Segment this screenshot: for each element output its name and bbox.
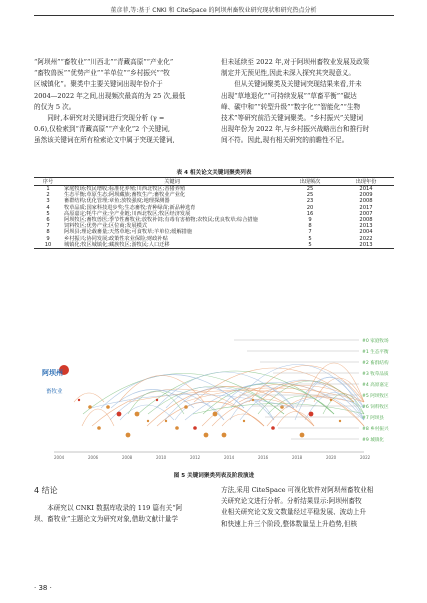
row-index-cell: 9 bbox=[46, 235, 50, 242]
left-line-2: “畜牧兽医”“优势产业”“羊单位”“乡村振兴”“牧 bbox=[34, 69, 170, 78]
keyword-node bbox=[271, 426, 275, 430]
cluster-label: #9 城镇化 bbox=[362, 438, 385, 443]
left-column bbox=[34, 57, 208, 147]
keyword-cluster-table bbox=[34, 177, 394, 249]
keyword-node bbox=[330, 399, 332, 401]
cluster-label: #8 乡村振兴 bbox=[362, 427, 389, 432]
cluster-label: #6 饲料牧区 bbox=[362, 405, 389, 410]
conclusion-left-line-1: 本研究以 CNKI 数据库收录的 119 篇有关“阿 bbox=[47, 504, 183, 512]
axis-year-label: 2018 bbox=[292, 455, 303, 460]
frequency-cell: 20 bbox=[306, 204, 314, 211]
frequency-cell: 5 bbox=[282, 242, 338, 249]
conclusion-right-line-4: 和快速上升三个阶段,整体数量呈上升趋势,但核 bbox=[221, 519, 358, 528]
keyword-node bbox=[300, 433, 305, 438]
keyword-node bbox=[165, 420, 167, 422]
year-cell: 2022 bbox=[359, 235, 373, 242]
keywords-cell: 高原嘉定;牦牛产业;全产业链;川西北牧区;牧区经济发展 bbox=[64, 210, 191, 217]
conclusion-right-line-2: 关研究论文进行分析。分析结果显示:阿坝州畜牧 bbox=[221, 497, 362, 506]
keyword-node bbox=[175, 426, 179, 430]
right-column bbox=[221, 57, 395, 147]
right-line-4: 出现“草地退化”“可持续发展”“草畜平衡”“碳达 bbox=[221, 91, 357, 100]
header-rule bbox=[34, 15, 394, 16]
row-index-cell: 1 bbox=[46, 186, 50, 192]
section-title: 4 结论 bbox=[34, 486, 58, 495]
keyword-node bbox=[126, 433, 131, 438]
row-index-cell: 8 bbox=[46, 229, 50, 236]
keywords-cell: 牧草品质;国家科技进步奖;生态畜牧;青种绿苗;新品种选育 bbox=[64, 204, 196, 211]
left-line-5: 的仅为 5 次。 bbox=[34, 102, 76, 111]
table-caption: 表 4 相关论文关键词聚类列表 bbox=[176, 170, 252, 176]
keyword-node bbox=[204, 433, 209, 438]
keywords-cell: 阿坝县;理论载畜量;天然草地;可食牧草;羊单位;缓解措施 bbox=[64, 229, 193, 236]
keyword-node bbox=[193, 426, 197, 430]
table-header-cell: 出现年份 bbox=[338, 178, 394, 186]
keyword-node bbox=[184, 405, 188, 409]
left-line-8: 虽然该关键词在所有检索论文中属于突现关键词, bbox=[34, 136, 175, 145]
right-line-3: 但从关键词聚类及关键词突现结果来看,并未 bbox=[234, 80, 362, 89]
axis-year-label: 2006 bbox=[88, 455, 99, 460]
right-line-1: 但未延续至 2022 年,对于阿坝州畜牧业发展及政策 bbox=[221, 58, 370, 66]
table-header-cell: 序号 bbox=[34, 178, 62, 186]
year-cell: 2008 bbox=[359, 216, 373, 223]
axis-year-label: 2016 bbox=[258, 455, 269, 460]
page-number: · 38 · bbox=[34, 584, 52, 592]
left-line-3: 区城镇化”。聚类中主要关键词出现年份介于 bbox=[34, 80, 163, 89]
keyword-node bbox=[280, 405, 284, 409]
table-header-cell: 关键词 bbox=[62, 178, 282, 186]
keyword-node bbox=[106, 405, 110, 409]
cluster-label: #7 阿坝县 bbox=[362, 416, 385, 421]
right-line-6: 技术”等研究前沿关键词聚类。“乡村振兴”关键词 bbox=[221, 114, 363, 123]
year-cell: 2004 bbox=[359, 229, 373, 236]
keywords-cell: 家庭牧场;牧民增收;标准化养殖;川西北牧区;香猪养殖 bbox=[64, 186, 186, 192]
cluster-timeline-figure bbox=[34, 312, 394, 462]
axis-year-label: 2012 bbox=[190, 455, 201, 460]
keywords-cell: 阿坝牧区;畜牧兽医;季节性畜牧业;放牧补饲;有毒有害植物;农牧民;优良牧草;综合措施 bbox=[64, 216, 258, 223]
conclusion-right-line-1: 方法,采用 CiteSpace 可视化软件对阿坝州畜牧业相 bbox=[221, 486, 374, 494]
label-xumuye: 畜牧业 bbox=[46, 389, 63, 395]
year-cell: 2013 bbox=[359, 223, 373, 230]
axis-year-label: 2014 bbox=[224, 455, 235, 460]
keywords-cell: 生态平衡;草原生态;阿坝藏族;畜牧生产;畜牧业产业化 bbox=[64, 192, 186, 199]
conclusion-right-column bbox=[221, 485, 395, 530]
axis-year-label: 2004 bbox=[54, 455, 65, 460]
keyword-node bbox=[156, 399, 158, 401]
figure-caption: 图 5 关键词聚类列表及阶段演进 bbox=[173, 473, 255, 479]
year-cell: 2013 bbox=[338, 242, 394, 249]
keyword-node bbox=[222, 433, 227, 438]
keyword-node bbox=[117, 412, 122, 417]
year-cell: 2014 bbox=[359, 186, 373, 192]
keyword-node bbox=[309, 412, 314, 417]
axis-year-label: 2010 bbox=[156, 455, 167, 460]
keyword-node bbox=[147, 420, 149, 422]
axis-year-label: 2022 bbox=[360, 455, 371, 460]
page-header: 董彦菲,等:基于 CNKI 和 CiteSpace 的阿坝州畜牧业研究现状和研究热点分析 bbox=[110, 7, 317, 14]
conclusion-left-column bbox=[34, 503, 208, 525]
keyword-node bbox=[135, 412, 140, 417]
right-line-2: 制定并无预见性,因此未深入探究其突现意义。 bbox=[221, 69, 355, 78]
year-cell: 2009 bbox=[359, 192, 373, 199]
year-cell: 2017 bbox=[359, 204, 373, 211]
keyword-node bbox=[243, 420, 245, 422]
label-abazhou: 阿坝州 bbox=[42, 369, 63, 377]
table-row bbox=[34, 242, 394, 249]
row-index-cell: 10 bbox=[34, 242, 62, 249]
keyword-node bbox=[252, 399, 254, 401]
keyword-node bbox=[339, 420, 341, 422]
left-line-4: 2004—2022 年之间,出现频次最高的为 25 次,最低 bbox=[34, 91, 186, 100]
row-index-cell: 4 bbox=[46, 204, 50, 211]
frequency-cell: 5 bbox=[308, 235, 312, 242]
cluster-label: #0 家庭牧场 bbox=[362, 339, 389, 344]
keywords-cell: 乡村振兴;协同发展;政策性农业保险;财政补贴 bbox=[64, 235, 168, 242]
frequency-cell: 7 bbox=[308, 229, 312, 236]
cluster-label: #2 畜群结构 bbox=[362, 361, 389, 366]
right-line-8: 间不符。因此,现有相关研究的前瞻性不足。 bbox=[221, 136, 349, 145]
left-line-6: 同时,本研究对关键词进行突现分析 (γ = bbox=[47, 114, 165, 123]
keywords-cell: 畜群结构;优化管理;章鱼;放牧强度;地理探测器 bbox=[64, 198, 170, 205]
right-line-5: 峰、碳中和”“转型升级”“数字化”“智能化”“生物 bbox=[221, 102, 361, 111]
cluster-label: #3 牧草品质 bbox=[362, 372, 389, 377]
frequency-cell: 25 bbox=[306, 192, 314, 199]
row-index-cell: 5 bbox=[46, 210, 50, 217]
cluster-label: #1 生态平衡 bbox=[362, 350, 389, 355]
conclusion-right-line-3: 业相关研究论文发文数量经过平稳发展、波动上升 bbox=[221, 508, 367, 517]
keyword-node bbox=[78, 399, 80, 401]
frequency-cell: 25 bbox=[306, 186, 314, 192]
frequency-cell: 16 bbox=[306, 210, 314, 217]
year-cell: 2007 bbox=[359, 210, 373, 217]
row-index-cell: 3 bbox=[46, 198, 50, 205]
row-index-cell: 6 bbox=[46, 216, 50, 223]
row-index-cell: 7 bbox=[46, 223, 50, 230]
cluster-label: #5 阿坝牧区 bbox=[362, 394, 389, 399]
keyword-node bbox=[88, 405, 92, 409]
right-line-7: 出现年份为 2022 年,与乡村振兴战略出台和推行时 bbox=[221, 125, 370, 134]
frequency-cell: 8 bbox=[308, 223, 312, 230]
keyword-node bbox=[213, 412, 218, 417]
frequency-cell: 9 bbox=[308, 216, 312, 223]
table-header-cell: 出现频次 bbox=[282, 178, 338, 186]
left-line-1: “阿坝州”“畜牧业”“川西北”“青藏高原”“产业化” bbox=[34, 58, 174, 66]
axis-year-label: 2008 bbox=[122, 455, 133, 460]
year-cell: 2008 bbox=[359, 198, 373, 205]
cluster-label: #4 高原嘉定 bbox=[362, 383, 389, 388]
row-index-cell: 2 bbox=[46, 192, 50, 199]
conclusion-left-line-2: 坝、畜牧业”主题论文为研究对象,借助文献计量学 bbox=[34, 515, 178, 524]
axis-year-label: 2020 bbox=[326, 455, 337, 460]
keywords-cell: 饲料牧区;优势产业;区位商;发展模式 bbox=[64, 223, 148, 230]
keywords-cell: 城镇化;牧区城镇化;藏族牧区;游牧民;人口迁移 bbox=[62, 242, 282, 249]
table-header-row bbox=[34, 178, 394, 186]
frequency-cell: 23 bbox=[306, 198, 314, 205]
keyword-node bbox=[97, 426, 101, 430]
left-line-7: 0.6),仅检索到“青藏高原”“产业化”2 个关键词, bbox=[34, 125, 170, 134]
